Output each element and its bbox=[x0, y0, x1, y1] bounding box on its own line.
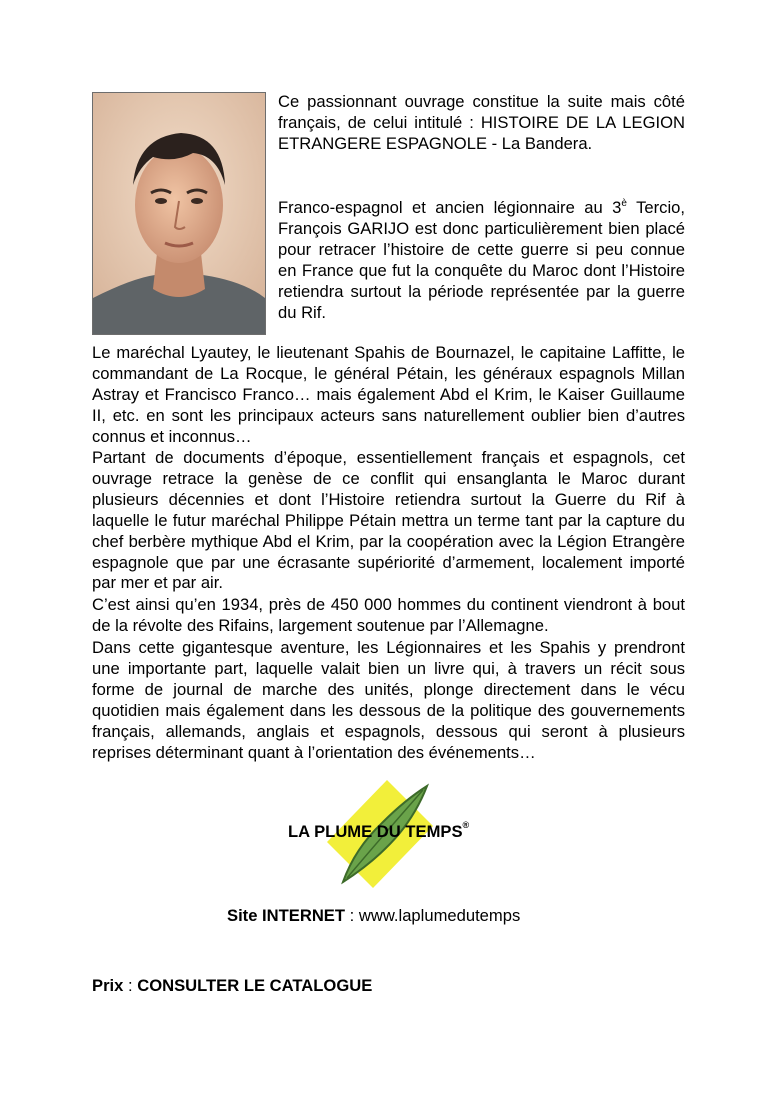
price-separator: : bbox=[123, 976, 138, 995]
author-portrait-image bbox=[93, 93, 265, 334]
website-url[interactable]: www.laplumedutemps bbox=[358, 906, 521, 925]
body-paragraph-actors: Le maréchal Lyautey, le lieutenant Spahis de Bournazel, le capitaine Laffitte, le commandant de La Rocque, le général Pétain, les généraux espagnols Millan Astray et Francisco Franco… mais également Abd el Krim, le Kaiser Guillaume II, etc. en sont les principaux acteurs sans naturellement oublier bien d’autres connus et inconnus… bbox=[92, 343, 685, 446]
website-line bbox=[227, 906, 520, 926]
website-separator: : bbox=[345, 906, 359, 925]
ordinal-superscript: è bbox=[621, 198, 627, 209]
publisher-name bbox=[288, 822, 469, 842]
price-label: Prix bbox=[92, 976, 124, 995]
intro-paragraph-2-start: Franco-espagnol et ancien légionnaire au 3 bbox=[278, 198, 622, 217]
registered-mark: ® bbox=[462, 820, 470, 830]
publisher-name-text: LA PLUME DU TEMPS bbox=[288, 822, 463, 841]
price-line bbox=[92, 976, 372, 996]
intro-paragraph-2 bbox=[278, 198, 685, 323]
intro-paragraph-2-rest: Tercio, François GARIJO est donc particulièrement bien placé pour retracer l’histoire de cette guerre si peu connue en France que fut la conquête du Maroc dont l’Histoire retiendra surtout la période représentée par la guerre du Rif. bbox=[278, 198, 685, 322]
intro-paragraph-1: Ce passionnant ouvrage constitue la suite mais côté français, de celui intitulé : HISTOIRE DE LA LEGION ETRANGERE ESPAGNOLE - La Bandera. bbox=[278, 92, 685, 153]
body-paragraph-1934: C’est ainsi qu’en 1934, près de 450 000 hommes du continent viendront à bout de la révolte des Rifains, largement soutenue par l’Allemagne. bbox=[92, 595, 685, 635]
body-paragraph-genesis: Partant de documents d’époque, essentiellement français et espagnols, cet ouvrage retrace la genèse de ce conflit qui ensanglanta le Maroc durant plusieurs décennies et dont l’Histoire retiendra surtout la Guerre du Rif à laquelle le futur maréchal Philippe Pétain mettra un terme tant par la capture du chef berbère mythique Abd el Krim, par la coopération avec la Légion Etrangère espagnole que par une écrasante supériorité d’armement, localement importé par mer et par air. bbox=[92, 448, 685, 593]
price-value: CONSULTER LE CATALOGUE bbox=[137, 976, 373, 995]
website-label: Site INTERNET bbox=[227, 906, 346, 925]
body-paragraph-adventure: Dans cette gigantesque aventure, les Légionnaires et les Spahis y prendront une importante part, laquelle valait bien un livre qui, à travers un récit sous forme de journal de marche des unités, plonge directement dans le vécu quotidien mais également dans les dessous de la politique des gouvernements français, allemands, anglais et espagnols, dessous qui seront à plusieurs reprises déterminant quant à l’orientation des événements… bbox=[92, 638, 685, 762]
author-portrait bbox=[92, 92, 266, 335]
